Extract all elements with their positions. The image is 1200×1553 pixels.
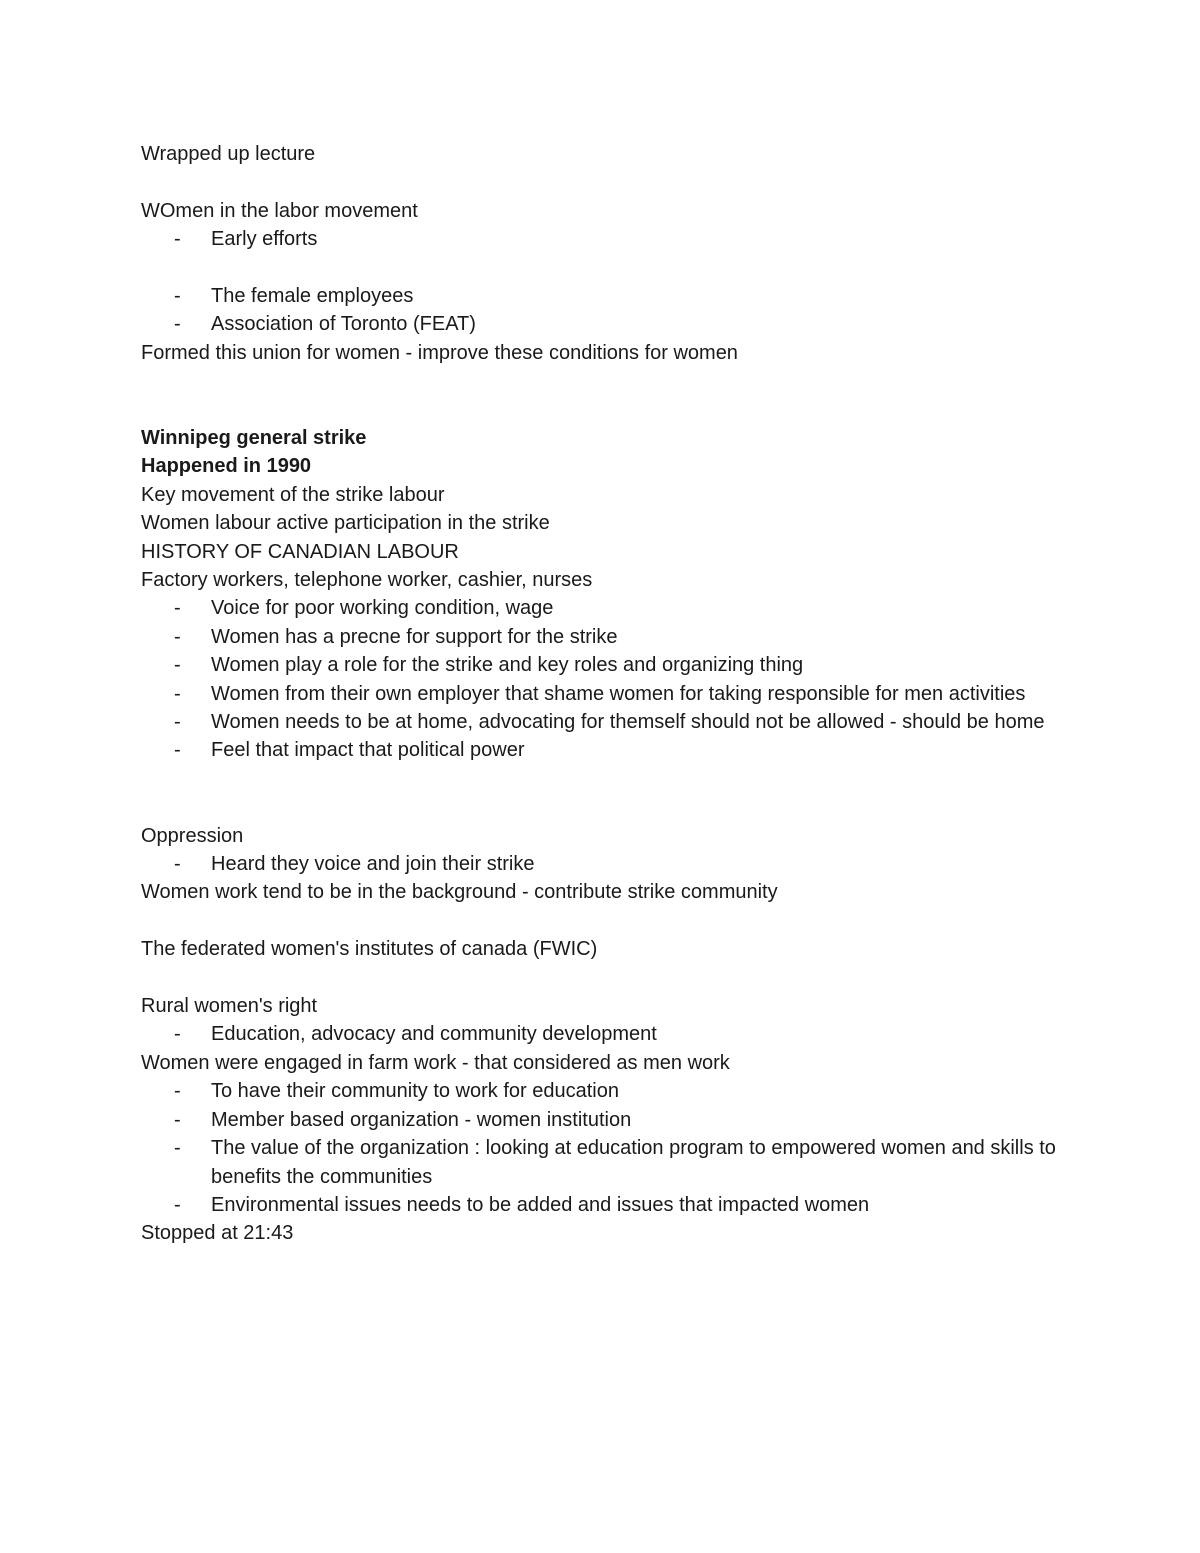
text-line: Key movement of the strike labour: [141, 483, 445, 506]
list-item: [141, 850, 1071, 878]
list-item-text: Environmental issues needs to be added and issues that impacted women: [211, 1193, 870, 1216]
section-heading: Rural women's right: [141, 995, 318, 1018]
bullet-dash: -: [174, 654, 181, 677]
list-item-text: Member based organization - women institution: [211, 1108, 632, 1131]
bullet-dash: -: [174, 228, 181, 251]
list-item: [141, 736, 1071, 764]
bullet-dash: -: [174, 682, 181, 705]
bullet-dash: -: [174, 597, 181, 620]
list-item-text: Women has a precne for support for the strike: [211, 625, 618, 648]
bullet-dash: -: [174, 285, 181, 307]
list-item-text: The female employees: [211, 285, 414, 307]
list-item: [141, 623, 1071, 651]
section-heading: WOmen in the labor movement: [141, 199, 418, 222]
list-item-text: Education, advocacy and community development: [211, 1023, 657, 1046]
text-line: HISTORY OF CANADIAN LABOUR: [141, 540, 459, 563]
text-line: Factory workers, telephone worker, cashier, nurses: [141, 569, 593, 592]
spacer: [141, 254, 1071, 282]
spacer: [141, 964, 1071, 992]
section-heading: Winnipeg general strike: [141, 427, 367, 449]
list-item: [141, 651, 1071, 679]
bullet-dash: -: [174, 1137, 181, 1160]
summary-line: Women work tend to be in the background - contribute strike community: [141, 881, 778, 904]
section-heading: Oppression: [141, 824, 244, 847]
spacer: [141, 168, 1071, 196]
bullet-dash: -: [174, 1080, 181, 1103]
list-item-text: Women needs to be at home, advocating for themself should not be allowed - should be home: [211, 711, 1045, 734]
footer-line: Stopped at 21:43: [141, 1222, 294, 1245]
spacer: [141, 367, 1071, 395]
bullet-dash: -: [174, 853, 181, 876]
bullet-dash: -: [174, 1193, 181, 1216]
notes-title: Wrapped up lecture: [141, 143, 316, 165]
list-item: [141, 594, 1071, 622]
list-item-text: Association of Toronto (FEAT): [211, 313, 476, 336]
list-item: [141, 1020, 1071, 1048]
list-item: [141, 1191, 1071, 1219]
list-item: [141, 708, 1071, 736]
list-item: [141, 310, 1071, 338]
text-line: Women were engaged in farm work - that considered as men work: [141, 1051, 730, 1074]
spacer: [141, 907, 1071, 935]
list-item-text: Heard they voice and join their strike: [211, 853, 535, 876]
list-item-text: Early efforts: [211, 228, 318, 251]
list-item-text: Voice for poor working condition, wage: [211, 597, 554, 620]
section-heading: The federated women's institutes of canada (FWIC): [141, 938, 598, 961]
bullet-dash: -: [174, 739, 181, 762]
spacer: [141, 765, 1071, 793]
list-item: [141, 680, 1071, 708]
list-item-text: To have their community to work for education: [211, 1080, 619, 1103]
list-item: [141, 1106, 1071, 1134]
spacer: [141, 396, 1071, 424]
bullet-dash: -: [174, 313, 181, 336]
list-item-text: Feel that impact that political power: [211, 739, 525, 762]
bullet-dash: -: [174, 711, 181, 734]
list-item-text: Women play a role for the strike and key roles and organizing thing: [211, 654, 804, 677]
spacer: [141, 793, 1071, 821]
list-item: [141, 1134, 1071, 1191]
bullet-dash: -: [174, 625, 181, 648]
list-item-text: The value of the organization : looking at education program to empowered women and skills to benefits the communities: [211, 1137, 1056, 1188]
summary-line: Formed this union for women - improve these conditions for women: [141, 341, 738, 364]
document-page: [141, 140, 1071, 1248]
bullet-dash: -: [174, 1023, 181, 1046]
list-item: [141, 1077, 1071, 1105]
list-item: [141, 282, 1071, 310]
list-item: [141, 225, 1071, 253]
bullet-dash: -: [174, 1108, 181, 1131]
list-item-text: Women from their own employer that shame women for taking responsible for men activities: [211, 682, 1026, 705]
text-line: Women labour active participation in the strike: [141, 512, 550, 535]
section-subheading: Happened in 1990: [141, 455, 312, 478]
